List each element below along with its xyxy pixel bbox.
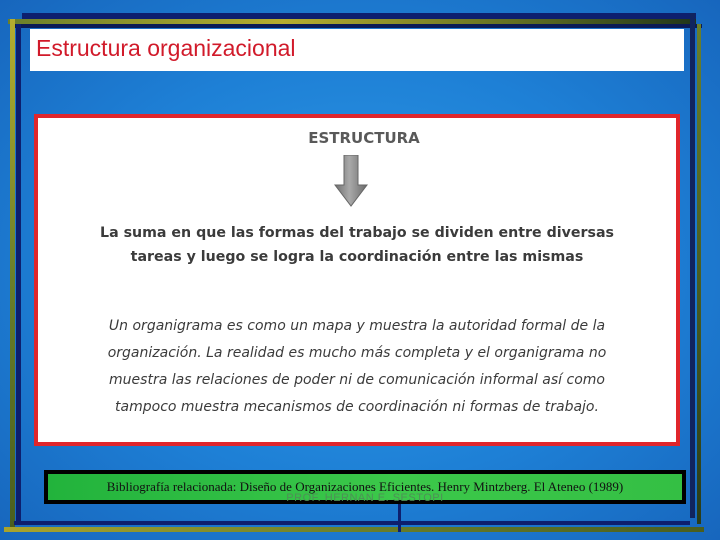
title-bar (30, 29, 684, 71)
section-heading: ESTRUCTURA (308, 129, 420, 147)
frame-left-accent (10, 19, 15, 529)
frame-bottom-divider (398, 500, 401, 532)
frame-right-accent (697, 24, 701, 524)
bibliography-text: Bibliografía relacionada: Diseño de Organizaciones Eficientes. Henry Mintzberg. El Ateneo (1989) (106, 479, 624, 494)
frame-right-border (690, 13, 695, 518)
definition-text (38, 221, 676, 269)
description-line: muestra las relaciones de poder ni de comunicación informal así como (109, 372, 605, 388)
frame-bottom-border (14, 521, 690, 525)
frame-top-inner-border (12, 24, 702, 28)
slide-title: Estructura organizacional (36, 35, 296, 61)
definition-line: La suma en que las formas del trabajo se dividen entre diversas (100, 225, 614, 241)
frame-bottom-accent (4, 527, 704, 532)
description-line: organización. La realidad es mucho más completa y el organigrama no (107, 345, 607, 361)
arrow-down-icon (334, 155, 368, 207)
description-text (38, 313, 676, 421)
description-line: Un organigrama es como un mapa y muestra la autoridad formal de la (108, 318, 606, 334)
footer-overlay-text: PROF. HERNAN E. SESTOPI (286, 492, 444, 504)
content-panel (34, 114, 680, 446)
description-line: tampoco muestra mecanismos de coordinación ni formas de trabajo. (115, 399, 599, 415)
footer-bar (44, 470, 686, 504)
frame-left-border (16, 24, 21, 524)
footer-inner (48, 474, 682, 504)
definition-line: tareas y luego se logra la coordinación entre las mismas (130, 249, 584, 265)
